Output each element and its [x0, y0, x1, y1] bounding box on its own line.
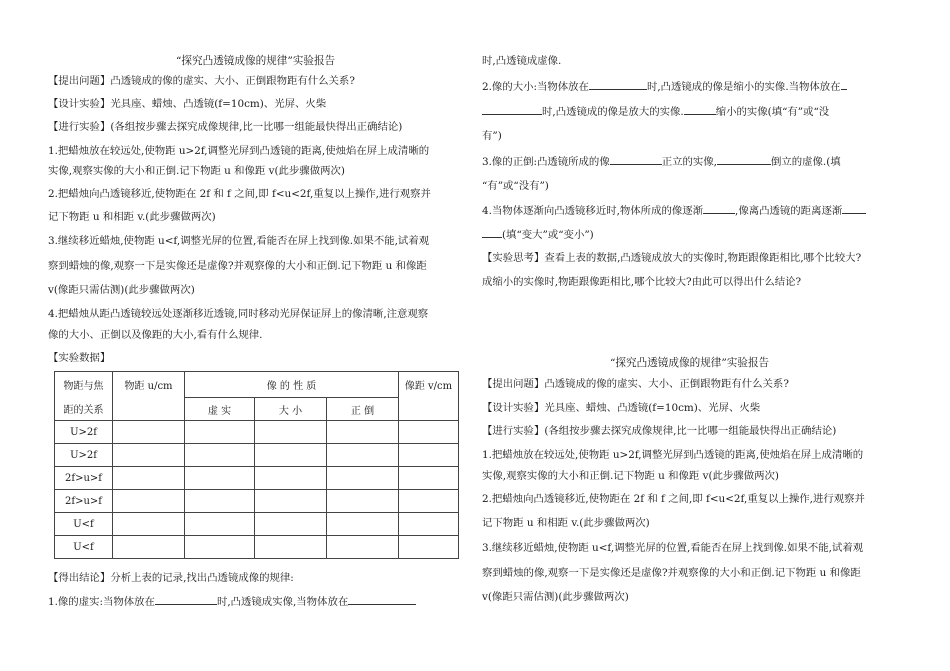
- header-image-property: 像 的 性 质: [185, 372, 399, 398]
- design-line: 【设计实验】光具座、蜡烛、凸透镜(f=10cm)、光屏、火柴: [48, 98, 327, 110]
- question-line: 【提出问题】凸透镜成的像的虚实、大小、正倒跟物距有什么关系?: [48, 75, 355, 87]
- row-label: 2f>u>f: [55, 490, 113, 513]
- step1-line1: 1.把蜡烛放在较远处,使物距 u>2f,调整光屏到凸透镜的距离,使烛焰在屏上成清晰的: [482, 449, 864, 461]
- table-cell[interactable]: [399, 444, 459, 467]
- conclusion-line1: 1.像的虚实:当物体放在 时,凸透镜成实像,当物体放在: [48, 594, 416, 609]
- table-cell[interactable]: [185, 421, 255, 444]
- step2-line1: 2.把蜡烛向凸透镜移近,使物距在 2f 和 f 之间,即 f<u<2f,重复以上操作,进行观察并: [482, 493, 865, 505]
- size-rule-line1: 2.像的大小:当物体放在 时,凸透镜成的像是缩小的实像.当物体放在: [482, 79, 847, 94]
- table-cell[interactable]: [327, 467, 399, 490]
- table-cell[interactable]: [255, 536, 327, 559]
- table-cell[interactable]: [327, 513, 399, 536]
- blank-field[interactable]: [589, 79, 647, 90]
- step3-line2: 察到蜡烛的像,观察一下是实像还是虚像?并观察像的大小和正倒.记下物距 u 和像距: [48, 260, 427, 272]
- header-object-distance: 物距 u/cm: [113, 372, 185, 421]
- procedure-line: 【进行实验】(各组按步骤去探究成像规律,比一比哪一组能最快得出正确结论): [48, 121, 403, 133]
- orientation-rule-line2: “有”或“没有”): [482, 180, 549, 192]
- blank-field[interactable]: [155, 594, 217, 605]
- table-cell[interactable]: [327, 536, 399, 559]
- blank-field[interactable]: [703, 203, 735, 214]
- table-cell[interactable]: [185, 444, 255, 467]
- table-cell[interactable]: [113, 421, 185, 444]
- table-cell[interactable]: [399, 513, 459, 536]
- step2-line2: 记下物距 u 和相距 v.(此步骤做两次): [482, 517, 650, 529]
- step1-line1: 1.把蜡烛放在较远处,使物距 u>2f,调整光屏到凸透镜的距离,使烛焰在屏上成清晰的: [48, 145, 430, 157]
- table-cell[interactable]: [185, 513, 255, 536]
- step3-line1: 3.继续移近蜡烛,使物距 u<f,调整光屏的位置,看能否在屏上找到像.如果不能,试着观: [48, 235, 430, 247]
- table-cell[interactable]: [113, 444, 185, 467]
- row-label: U<f: [55, 536, 113, 559]
- step3-line2: 察到蜡烛的像,观察一下是实像还是虚像?并观察像的大小和正倒.记下物距 u 和像距: [482, 567, 861, 579]
- conclusion-continued: 时,凸透镜成虚像.: [482, 55, 562, 67]
- step3-line3: v(像距只需估测)(此步骤做两次): [482, 591, 629, 603]
- step4-line1: 4.把蜡烛从距凸透镜较远处逐渐移近透镜,同时移动光屏保证屏上的像清晰,注意观察: [48, 308, 429, 320]
- blank-field[interactable]: [610, 154, 662, 165]
- header-relation: 物距与焦 距的关系: [55, 372, 113, 421]
- reflection-line1: 【实验思考】查看上表的数据,凸透镜成放大的实像时,物距跟像距相比,哪个比较大?: [482, 252, 862, 264]
- step2-line2: 记下物距 u 和相距 v.(此步骤做两次): [48, 211, 216, 223]
- table-cell[interactable]: [399, 467, 459, 490]
- conclusion-heading: 【得出结论】分析上表的记录,找出凸透镜成像的规律:: [48, 572, 294, 584]
- row-label: 2f>u>f: [55, 467, 113, 490]
- row-label: U>2f: [55, 444, 113, 467]
- table-cell[interactable]: [399, 421, 459, 444]
- orientation-rule-line1: 3.像的正倒:凸透镜所成的像 正立的实像, 倒立的虚像.(填: [482, 156, 841, 168]
- design-line: 【设计实验】光具座、蜡烛、凸透镜(f=10cm)、光屏、火柴: [482, 402, 761, 414]
- trend-rule-line1: 4.当物体逐渐向凸透镜移近时,物体所成的像逐渐 ,像离凸透镜的距离逐渐: [482, 203, 866, 218]
- size-rule-line3: 有”): [482, 130, 502, 142]
- procedure-line: 【进行实验】(各组按步骤去探究成像规律,比一比哪一组能最快得出正确结论): [482, 425, 837, 437]
- step2-line1: 2.把蜡烛向凸透镜移近,使物距在 2f 和 f 之间,即 f<u<2f,重复以上操作,进行观察并: [48, 188, 431, 200]
- table-cell[interactable]: [399, 536, 459, 559]
- table-cell[interactable]: [255, 421, 327, 444]
- blank-field[interactable]: [684, 104, 716, 115]
- blank-field[interactable]: [348, 594, 416, 605]
- table-cell[interactable]: [185, 467, 255, 490]
- table-cell[interactable]: [113, 467, 185, 490]
- blank-field[interactable]: [841, 79, 847, 90]
- step4-line2: 像的大小、正倒以及像距的大小,看有什么规律.: [48, 329, 263, 341]
- table-cell[interactable]: [113, 536, 185, 559]
- row-label: U>2f: [55, 421, 113, 444]
- blank-field[interactable]: [717, 154, 771, 165]
- header-orientation: 正 倒: [327, 398, 399, 421]
- reflection-line2: 成缩小的实像时,物距跟像距相比,哪个比较大?由此可以得出什么结论?: [482, 276, 802, 288]
- blank-field[interactable]: [482, 227, 502, 238]
- table-cell[interactable]: [255, 513, 327, 536]
- trend-rule-line2: (填“变大”或“变小”): [482, 227, 594, 242]
- table-cell[interactable]: [327, 490, 399, 513]
- step3-line3: v(像距只需估测)(此步骤做两次): [48, 284, 195, 296]
- table-cell[interactable]: [327, 421, 399, 444]
- blank-field[interactable]: [482, 104, 542, 115]
- row-label: U<f: [55, 513, 113, 536]
- page-title: “探究凸透镜成像的规律”实验报告: [176, 55, 336, 67]
- table-cell[interactable]: [185, 490, 255, 513]
- step1-line2: 实像,观察实像的大小和正倒.记下物距 u 和像距 v(此步骤做两次): [482, 470, 779, 482]
- table-cell[interactable]: [255, 444, 327, 467]
- header-size: 大 小: [255, 398, 327, 421]
- table-cell[interactable]: [327, 444, 399, 467]
- table-cell[interactable]: [113, 490, 185, 513]
- table-cell[interactable]: [113, 513, 185, 536]
- data-heading: 【实验数据】: [48, 352, 111, 364]
- size-rule-line2: 时,凸透镜成的像是放大的实像. 缩小的实像(填“有”或“没: [482, 104, 829, 119]
- table-cell[interactable]: [399, 490, 459, 513]
- step3-line1: 3.继续移近蜡烛,使物距 u<f,调整光屏的位置,看能否在屏上找到像.如果不能,试着观: [482, 542, 864, 554]
- table-cell[interactable]: [255, 490, 327, 513]
- blank-field[interactable]: [842, 203, 866, 214]
- table-cell[interactable]: [255, 467, 327, 490]
- header-image-distance: 像距 v/cm: [399, 372, 459, 421]
- header-real-virtual: 虚 实: [185, 398, 255, 421]
- page-title: “探究凸透镜成像的规律”实验报告: [610, 357, 770, 369]
- data-table: [54, 371, 459, 559]
- table-cell[interactable]: [185, 536, 255, 559]
- question-line: 【提出问题】凸透镜成的像的虚实、大小、正倒跟物距有什么关系?: [482, 378, 789, 390]
- step1-line2: 实像,观察实像的大小和正倒.记下物距 u 和像距 v(此步骤做两次): [48, 165, 345, 177]
